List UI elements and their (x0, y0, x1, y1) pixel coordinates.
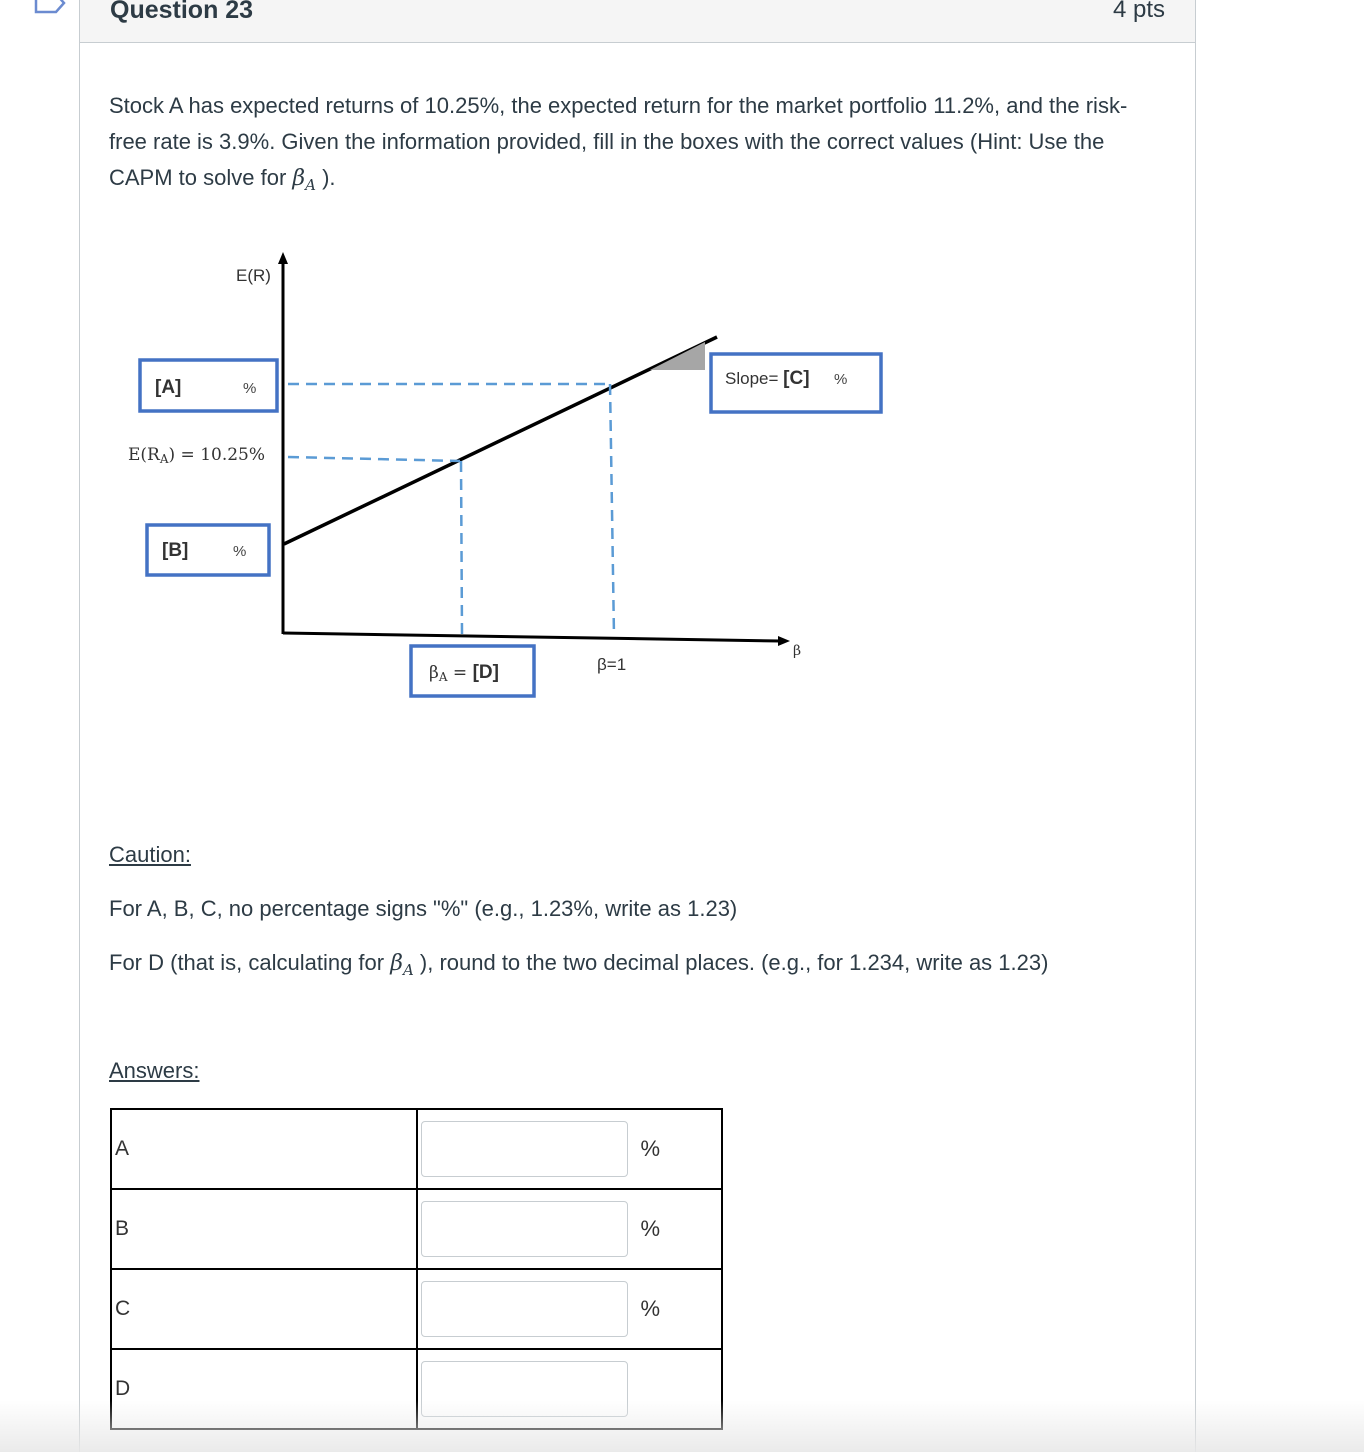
answer-input-d[interactable] (421, 1361, 628, 1417)
box-c-label: Slope= [C] (725, 368, 810, 389)
answer-label-d: D (111, 1349, 417, 1429)
caution-line-2-before: For D (that is, calculating for (109, 950, 391, 975)
caution-beta-subscript: A (402, 961, 414, 979)
box-b-label: [B] (162, 540, 189, 561)
caution-line-2-after: ), round to the two decimal places. (e.g., for 1.234, write as 1.23) (413, 950, 1049, 975)
answer-row-a (111, 1109, 722, 1189)
dashed-guide-stock-v (461, 461, 462, 634)
x-axis (283, 633, 780, 641)
answer-unit-a: % (640, 1136, 661, 1161)
box-b-unit: % (233, 543, 247, 560)
caution-line-2 (109, 950, 1048, 979)
answer-label-b: B (111, 1189, 417, 1269)
y-axis-arrow-icon (278, 252, 288, 264)
answer-input-c[interactable] (421, 1281, 628, 1337)
box-a-label: [A] (155, 377, 182, 398)
box-d-label: βA = [D] (429, 662, 499, 684)
box-a-unit: % (243, 380, 257, 397)
dashed-guide-market-v (610, 384, 614, 636)
answer-row-b (111, 1189, 722, 1269)
sml-diagram (0, 0, 1364, 720)
y-axis-label: E(R) (236, 266, 271, 285)
answer-unit-b: % (640, 1216, 661, 1241)
question-points: 4 pts (1112, 0, 1165, 23)
answer-unit-c: % (640, 1296, 661, 1321)
answer-row-d (111, 1349, 722, 1429)
box-c-unit: % (834, 371, 848, 388)
answer-cell-c (417, 1269, 722, 1349)
answer-label-c: C (111, 1269, 417, 1349)
beta-symbol: β (292, 166, 306, 191)
answers-title: Answers: (109, 1058, 200, 1083)
answer-input-b[interactable] (421, 1201, 628, 1257)
caution-title: Caution: (109, 842, 191, 867)
answer-label-a: A (111, 1109, 417, 1189)
expected-return-a-label: E(RA) = 10.25% (128, 445, 266, 466)
x-axis-label: β (793, 643, 802, 659)
answer-row-c (111, 1269, 722, 1349)
answer-cell-b (417, 1189, 722, 1269)
caution-beta-symbol: β (390, 951, 403, 976)
answer-input-a[interactable] (421, 1121, 628, 1177)
question-text-end: ). (315, 165, 336, 190)
question-text-main: Stock A has expected returns of 10.25%, the expected return for the market portfolio 11.2%, and the risk-free rate is 3.9%. Given the information provided, fill in the boxes with the correct values (Hint: Use the CAPM to solve for (109, 93, 1128, 190)
beta-subscript: A (305, 176, 316, 194)
answer-cell-a (417, 1109, 722, 1189)
caution-line-1: For A, B, C, no percentage signs "%" (e.g., 1.23%, write as 1.23) (109, 896, 738, 921)
dashed-guide-stock-h (288, 457, 460, 461)
beta-one-label: β=1 (597, 655, 627, 674)
answers-table (110, 1108, 723, 1430)
security-market-line (284, 337, 717, 544)
question-title: Question 23 (110, 0, 254, 24)
x-axis-arrow-icon (778, 636, 790, 646)
answer-cell-d (417, 1349, 722, 1429)
